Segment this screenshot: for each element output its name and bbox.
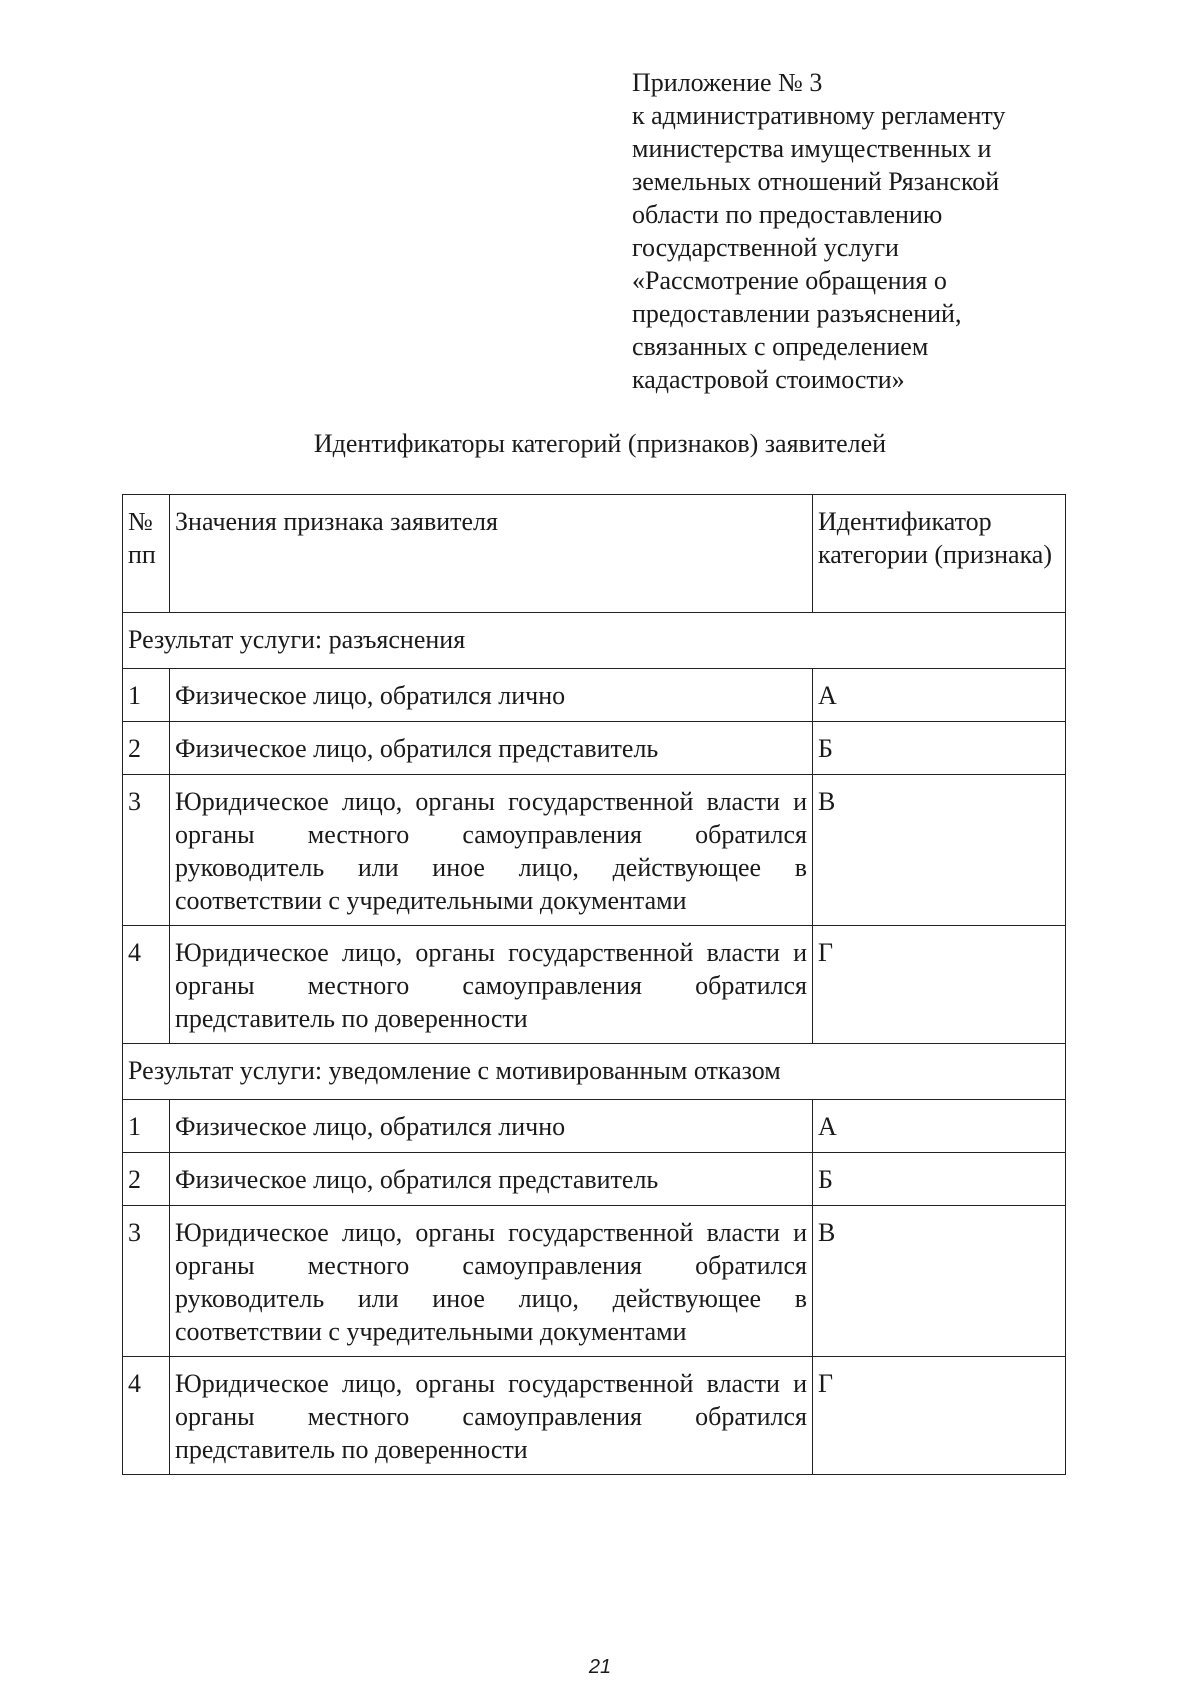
document-title: Идентификаторы категорий (признаков) заявителей [313,429,887,458]
row-value: Юридическое лицо, органы государственной власти и органы местного самоуправления обратился руководитель или иное лицо, действующее в соответствии с учредительными документами [170,775,813,926]
row-num: 4 [123,926,170,1044]
header-num-cell: № пп [123,495,170,613]
table-row [123,722,1066,775]
appendix-line: области по предоставлению [632,200,943,229]
appendix-line: связанных с определением [632,332,929,361]
appendix-line: земельных отношений Рязанской [632,167,1000,196]
row-value: Юридическое лицо, органы государственной власти и органы местного самоуправления обратился представитель по доверенности [170,1357,813,1475]
table-row [123,775,1066,926]
table-row [123,1100,1066,1153]
row-num: 1 [123,669,170,722]
appendix-line: «Рассмотрение обращения о [632,266,947,295]
appendix-line: министерства имущественных и [632,134,992,163]
row-id: В [813,1206,1066,1357]
row-num: 4 [123,1357,170,1475]
section-row [123,613,1066,669]
row-value: Юридическое лицо, органы государственной власти и органы местного самоуправления обратился руководитель или иное лицо, действующее в соответствии с учредительными документами [170,1206,813,1357]
table-row [123,669,1066,722]
appendix-line: кадастровой стоимости» [632,365,905,394]
appendix-line: к административному регламенту [632,101,1006,130]
table-row [123,926,1066,1044]
appendix-heading [632,66,1092,396]
table-row [123,1357,1066,1475]
row-id: Б [813,1153,1066,1206]
row-id: А [813,669,1066,722]
appendix-line: государственной услуги [632,233,899,262]
row-value: Юридическое лицо, органы государственной власти и органы местного самоуправления обратился представитель по доверенности [170,926,813,1044]
row-num: 2 [123,1153,170,1206]
table-header-row [123,495,1066,613]
section-label: Результат услуги: уведомление с мотивированным отказом [123,1044,1066,1100]
table-row [123,1153,1066,1206]
header-value-cell: Значения признака заявителя [170,495,813,613]
header-id-cell: Идентификатор категории (признака) [813,495,1066,613]
row-value: Физическое лицо, обратился представитель [170,1153,813,1206]
row-id: А [813,1100,1066,1153]
row-id: Б [813,722,1066,775]
appendix-line: предоставлении разъяснений, [632,299,962,328]
row-num: 3 [123,1206,170,1357]
row-id: Г [813,1357,1066,1475]
row-id: В [813,775,1066,926]
row-num: 2 [123,722,170,775]
row-value: Физическое лицо, обратился представитель [170,722,813,775]
row-value: Физическое лицо, обратился лично [170,669,813,722]
identifiers-table [122,494,1066,1475]
row-id: Г [813,926,1066,1044]
row-value: Физическое лицо, обратился лично [170,1100,813,1153]
table-row [123,1206,1066,1357]
section-row [123,1044,1066,1100]
row-num: 3 [123,775,170,926]
row-num: 1 [123,1100,170,1153]
appendix-line: Приложение № 3 [632,68,823,97]
section-label: Результат услуги: разъяснения [123,613,1066,669]
page-number: 21 [588,1656,612,1678]
